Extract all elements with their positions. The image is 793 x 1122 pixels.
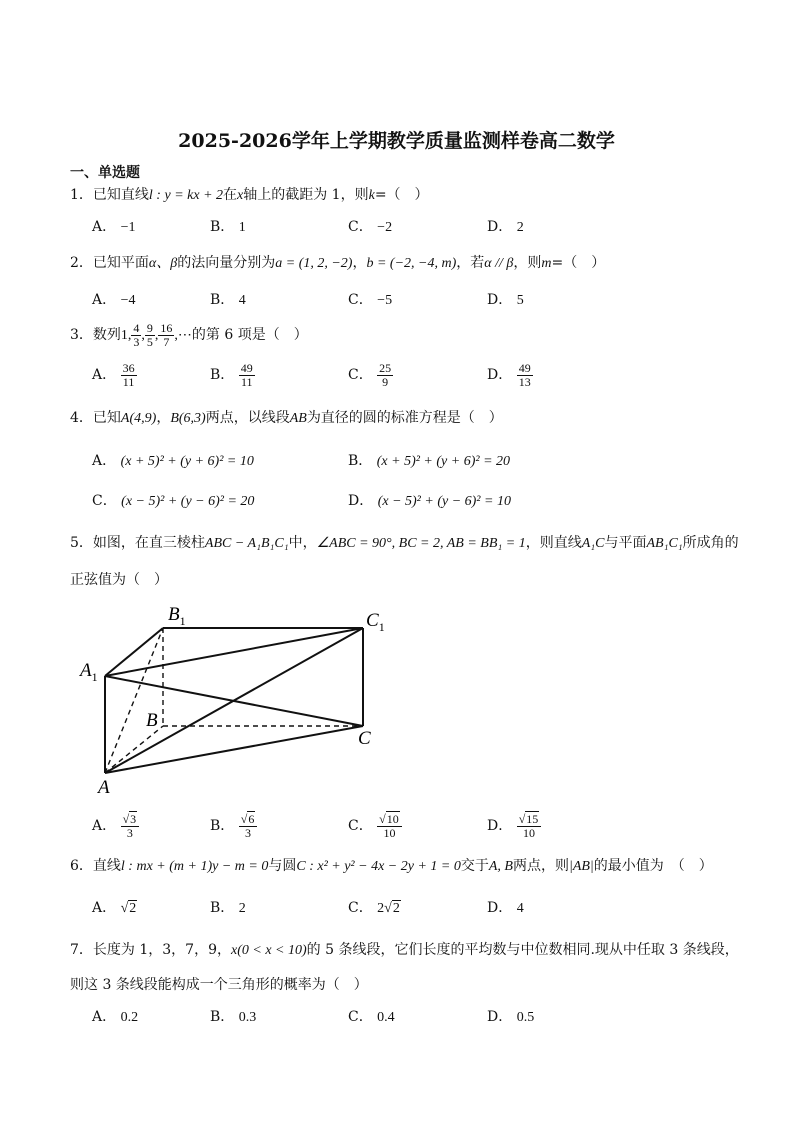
q5-line: A₁C xyxy=(581,536,605,551)
label-b1: $B_1$ xyxy=(168,604,186,628)
label-a1: $A_1$ xyxy=(80,660,98,684)
q5-text: 如图，在直三棱柱 xyxy=(92,535,205,551)
edge-a1b1 xyxy=(105,628,163,676)
edge-a1c1 xyxy=(105,628,363,676)
section-heading: 一、单选题 xyxy=(70,165,140,181)
q3-seq-first: 1, xyxy=(120,328,132,343)
q3-seq-term: $\frac{9}{5}$ xyxy=(146,320,153,349)
q1-text: 在 xyxy=(223,187,238,203)
q3-option-b[interactable]: B． $\frac{49}{11}$ xyxy=(210,360,253,389)
q4-option-c[interactable]: C． (x − 5)² + (y − 6)² = 20 xyxy=(92,493,255,509)
q4-option-d[interactable]: D． (x − 5)² + (y − 6)² = 10 xyxy=(348,493,511,509)
label-a: A xyxy=(98,777,110,798)
label-c: C xyxy=(358,728,371,749)
question-5 xyxy=(70,533,739,554)
q6-line-eq: l : mx + (m + 1)y − m = 0 xyxy=(120,859,269,874)
q6-text: 交于 xyxy=(460,858,489,874)
q2-option-a[interactable]: A． −4 xyxy=(92,292,136,308)
q6-option-b[interactable]: B． 2 xyxy=(210,900,246,916)
q6-option-c[interactable]: C． 2√2 xyxy=(348,900,400,916)
q2-condition: α // β xyxy=(484,256,514,271)
question-3: 3．数列1, $\frac{4}{3}$ , $\frac{9}{5}$ , $\frac{16}{7}$ ,⋯的第 6 项是（ ） xyxy=(70,320,308,349)
q3-number: 3． xyxy=(70,327,93,343)
q6-text: 的最小值为 （ ） xyxy=(593,858,713,874)
q1-line-eq: l : y = kx + 2 xyxy=(148,188,224,203)
edge-ab xyxy=(105,726,163,773)
q7-text-line2: 则这 3 条线段能构成一个三角形的概率为（ ） xyxy=(70,977,368,993)
q3-option-a[interactable]: A． $\frac{36}{11}$ xyxy=(92,360,135,389)
q6-option-a[interactable]: A． √2 xyxy=(92,900,137,916)
q5-text-line2: 正弦值为（ ） xyxy=(70,572,168,588)
q1-text: 已知直线 xyxy=(92,187,149,203)
question-1 xyxy=(70,185,429,206)
q7-text: 长度为 1，3，7，9， xyxy=(92,942,232,958)
q3-seq-term: $\frac{16}{7}$ xyxy=(160,320,173,349)
q2-m: m xyxy=(541,256,552,271)
q3-option-d[interactable]: D． $\frac{49}{13}$ xyxy=(487,360,531,389)
prism-solid-edges xyxy=(105,628,363,773)
q5-prism: ABC − A₁B₁C₁ xyxy=(204,536,289,551)
q4-text: ， xyxy=(156,410,171,426)
q5-number: 5． xyxy=(70,535,93,551)
q4-text: 为直径的圆的标准方程是（ ） xyxy=(306,410,503,426)
q3-seq-tail: ,⋯ xyxy=(174,328,192,343)
q2-text: ，则 xyxy=(513,255,542,271)
q2-vector-b: b = (−2, −4, m) xyxy=(366,256,457,271)
question-7 xyxy=(70,940,739,961)
line-ab1 xyxy=(105,628,163,773)
q3-text: 数列 xyxy=(92,327,121,343)
q7-number: 7． xyxy=(70,942,93,958)
q5-option-a[interactable]: A． $\frac{√3}{3}$ xyxy=(92,808,139,844)
q1-text: 轴上的截距为 1，则 xyxy=(243,187,369,203)
q5-text: 所成角的 xyxy=(682,535,739,551)
q4-number: 4． xyxy=(70,410,93,426)
q2-option-c[interactable]: C． −5 xyxy=(348,292,393,308)
q4-option-b[interactable]: B． (x + 5)² + (y + 6)² = 20 xyxy=(348,453,511,469)
q6-text: 直线 xyxy=(92,858,121,874)
prism-figure xyxy=(78,598,398,803)
q2-text: =（ ） xyxy=(551,255,606,271)
q5-text: ，则直线 xyxy=(525,535,582,551)
q4-option-a[interactable]: A． (x + 5)² + (y + 6)² = 10 xyxy=(92,453,254,469)
q2-planes: α、β xyxy=(148,256,178,271)
q3-option-c[interactable]: C． $\frac{25}{9}$ xyxy=(348,360,392,389)
q6-number: 6． xyxy=(70,858,93,874)
q5-option-c[interactable]: C． $\frac{√10}{10}$ xyxy=(348,808,402,844)
q2-vector-a: a = (1, 2, −2) xyxy=(275,256,353,271)
edge-ac xyxy=(105,726,363,773)
q5-plane: AB₁C₁ xyxy=(646,536,683,551)
q6-circle-eq: C : x² + y² − 4x − 2y + 1 = 0 xyxy=(296,859,461,874)
q6-points: A, B xyxy=(488,859,513,874)
q2-number: 2． xyxy=(70,255,93,271)
q5-text: 中， xyxy=(288,535,317,551)
label-b: B xyxy=(146,710,158,731)
label-c1: $C_1$ xyxy=(366,610,385,634)
q2-text: 的法向量分别为 xyxy=(177,255,276,271)
q5-option-d[interactable]: D． $\frac{√15}{10}$ xyxy=(487,808,541,844)
q6-abs: |AB| xyxy=(568,859,594,874)
q2-text: ，若 xyxy=(456,255,485,271)
q6-option-d[interactable]: D． 4 xyxy=(487,900,524,916)
q1-option-a[interactable]: A． −1 xyxy=(92,219,136,235)
q7-option-b[interactable]: B． 0.3 xyxy=(210,1009,257,1025)
q7-x-condition: x(0 < x < 10) xyxy=(231,943,307,958)
q1-option-d[interactable]: D． 2 xyxy=(487,219,524,235)
q1-option-c[interactable]: C． −2 xyxy=(348,219,393,235)
q4-text: 已知 xyxy=(92,410,121,426)
q2-text: 已知平面 xyxy=(92,255,149,271)
q3-text: 的第 6 项是（ ） xyxy=(191,327,308,343)
q7-text: 的 5 条线段，它们长度的平均数与中位数相同.现从中任取 3 条线段， xyxy=(306,942,739,958)
q4-point-b: B(6,3) xyxy=(170,411,206,426)
q4-text: 两点，以线段 xyxy=(205,410,290,426)
q7-option-a[interactable]: A． 0.2 xyxy=(92,1009,139,1025)
q6-text: 与圆 xyxy=(268,858,297,874)
question-6 xyxy=(70,856,713,877)
q3-seq-term: $\frac{4}{3}$ xyxy=(133,320,140,349)
question-2 xyxy=(70,253,605,274)
q1-var: x xyxy=(237,188,244,203)
q7-option-d[interactable]: D． 0.5 xyxy=(487,1009,535,1025)
q5-option-b[interactable]: B． $\frac{√6}{3}$ xyxy=(210,808,257,844)
line-ac1 xyxy=(105,628,363,773)
question-4 xyxy=(70,408,503,429)
q2-option-d[interactable]: D． 5 xyxy=(487,292,524,308)
q1-k: k xyxy=(368,188,375,203)
q7-option-c[interactable]: C． 0.4 xyxy=(348,1009,395,1025)
page-title: 2025-2026学年上学期教学质量监测样卷高二数学 xyxy=(178,130,615,152)
q5-text: 与平面 xyxy=(604,535,647,551)
q2-text: ， xyxy=(352,255,367,271)
q1-option-b[interactable]: B． 1 xyxy=(210,219,246,235)
q1-text: =（ ） xyxy=(374,187,429,203)
q5-condition: ∠ABC = 90°, BC = 2, AB = BB₁ = 1 xyxy=(316,536,526,551)
q6-text: 两点，则 xyxy=(512,858,569,874)
q2-option-b[interactable]: B． 4 xyxy=(210,292,246,308)
q1-number: 1． xyxy=(70,187,93,203)
q4-point-a: A(4,9) xyxy=(120,411,157,426)
q4-segment: AB xyxy=(289,411,307,426)
